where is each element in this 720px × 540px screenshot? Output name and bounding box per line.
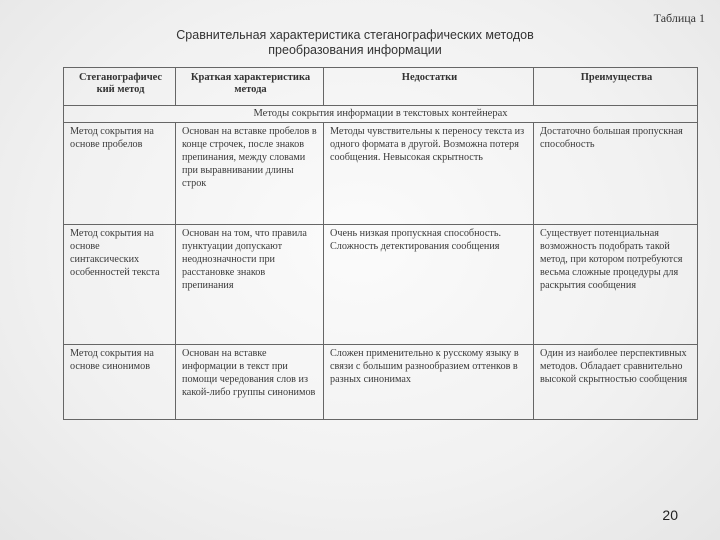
page-number: 20 [662, 507, 678, 523]
cell-disadvantages: Очень низкая пропускная способность. Сложность детектирования сообщения [324, 225, 534, 345]
comparison-table [63, 67, 698, 420]
header-advantages: Преимущества [534, 68, 698, 106]
cell-disadvantages: Методы чувствительны к переносу текста из одного формата в другой. Возможна потеря сообщения. Невысокая скрытность [324, 123, 534, 225]
cell-advantages: Достаточно большая пропускная способность [534, 123, 698, 225]
cell-disadvantages: Сложен применительно к русскому языку в связи с большим разнообразием оттенков в разных синонимах [324, 345, 534, 420]
table-row [64, 225, 698, 345]
title-line-2: преобразования информации [268, 43, 442, 57]
cell-method: Метод сокрытия на основе синонимов [64, 345, 176, 420]
table-label: Таблица 1 [653, 11, 705, 25]
cell-method: Метод сокрытия на основе синтаксических особенностей текста [64, 225, 176, 345]
cell-description: Основан на вставке пробелов в конце строчек, после знаков препинания, между словами при выравнивании длины строк [176, 123, 324, 225]
cell-description: Основан на том, что правила пунктуации допускают неоднозначности при расстановке знаков препинания [176, 225, 324, 345]
header-disadvantages: Недостатки [324, 68, 534, 106]
section-row [64, 106, 698, 123]
header-method: Стеганографичес кий метод [64, 68, 176, 106]
cell-description: Основан на вставке информации в текст при помощи чередования слов из какой-либо группы синонимов [176, 345, 324, 420]
page-title [130, 28, 580, 58]
header-description: Краткая характеристика метода [176, 68, 324, 106]
table-header-row [64, 68, 698, 106]
table-row [64, 345, 698, 420]
cell-advantages: Один из наиболее перспективных методов. Обладает сравнительно высокой скрытностью сообщения [534, 345, 698, 420]
cell-method: Метод сокрытия на основе пробелов [64, 123, 176, 225]
table-row [64, 123, 698, 225]
title-line-1: Сравнительная характеристика стеганографических методов [176, 28, 534, 42]
section-title: Методы сокрытия информации в текстовых контейнерах [64, 106, 698, 123]
cell-advantages: Существует потенциальная возможность подобрать такой метод, при котором потребуются весьма сложные процедуры для раскрытия сообщения [534, 225, 698, 345]
